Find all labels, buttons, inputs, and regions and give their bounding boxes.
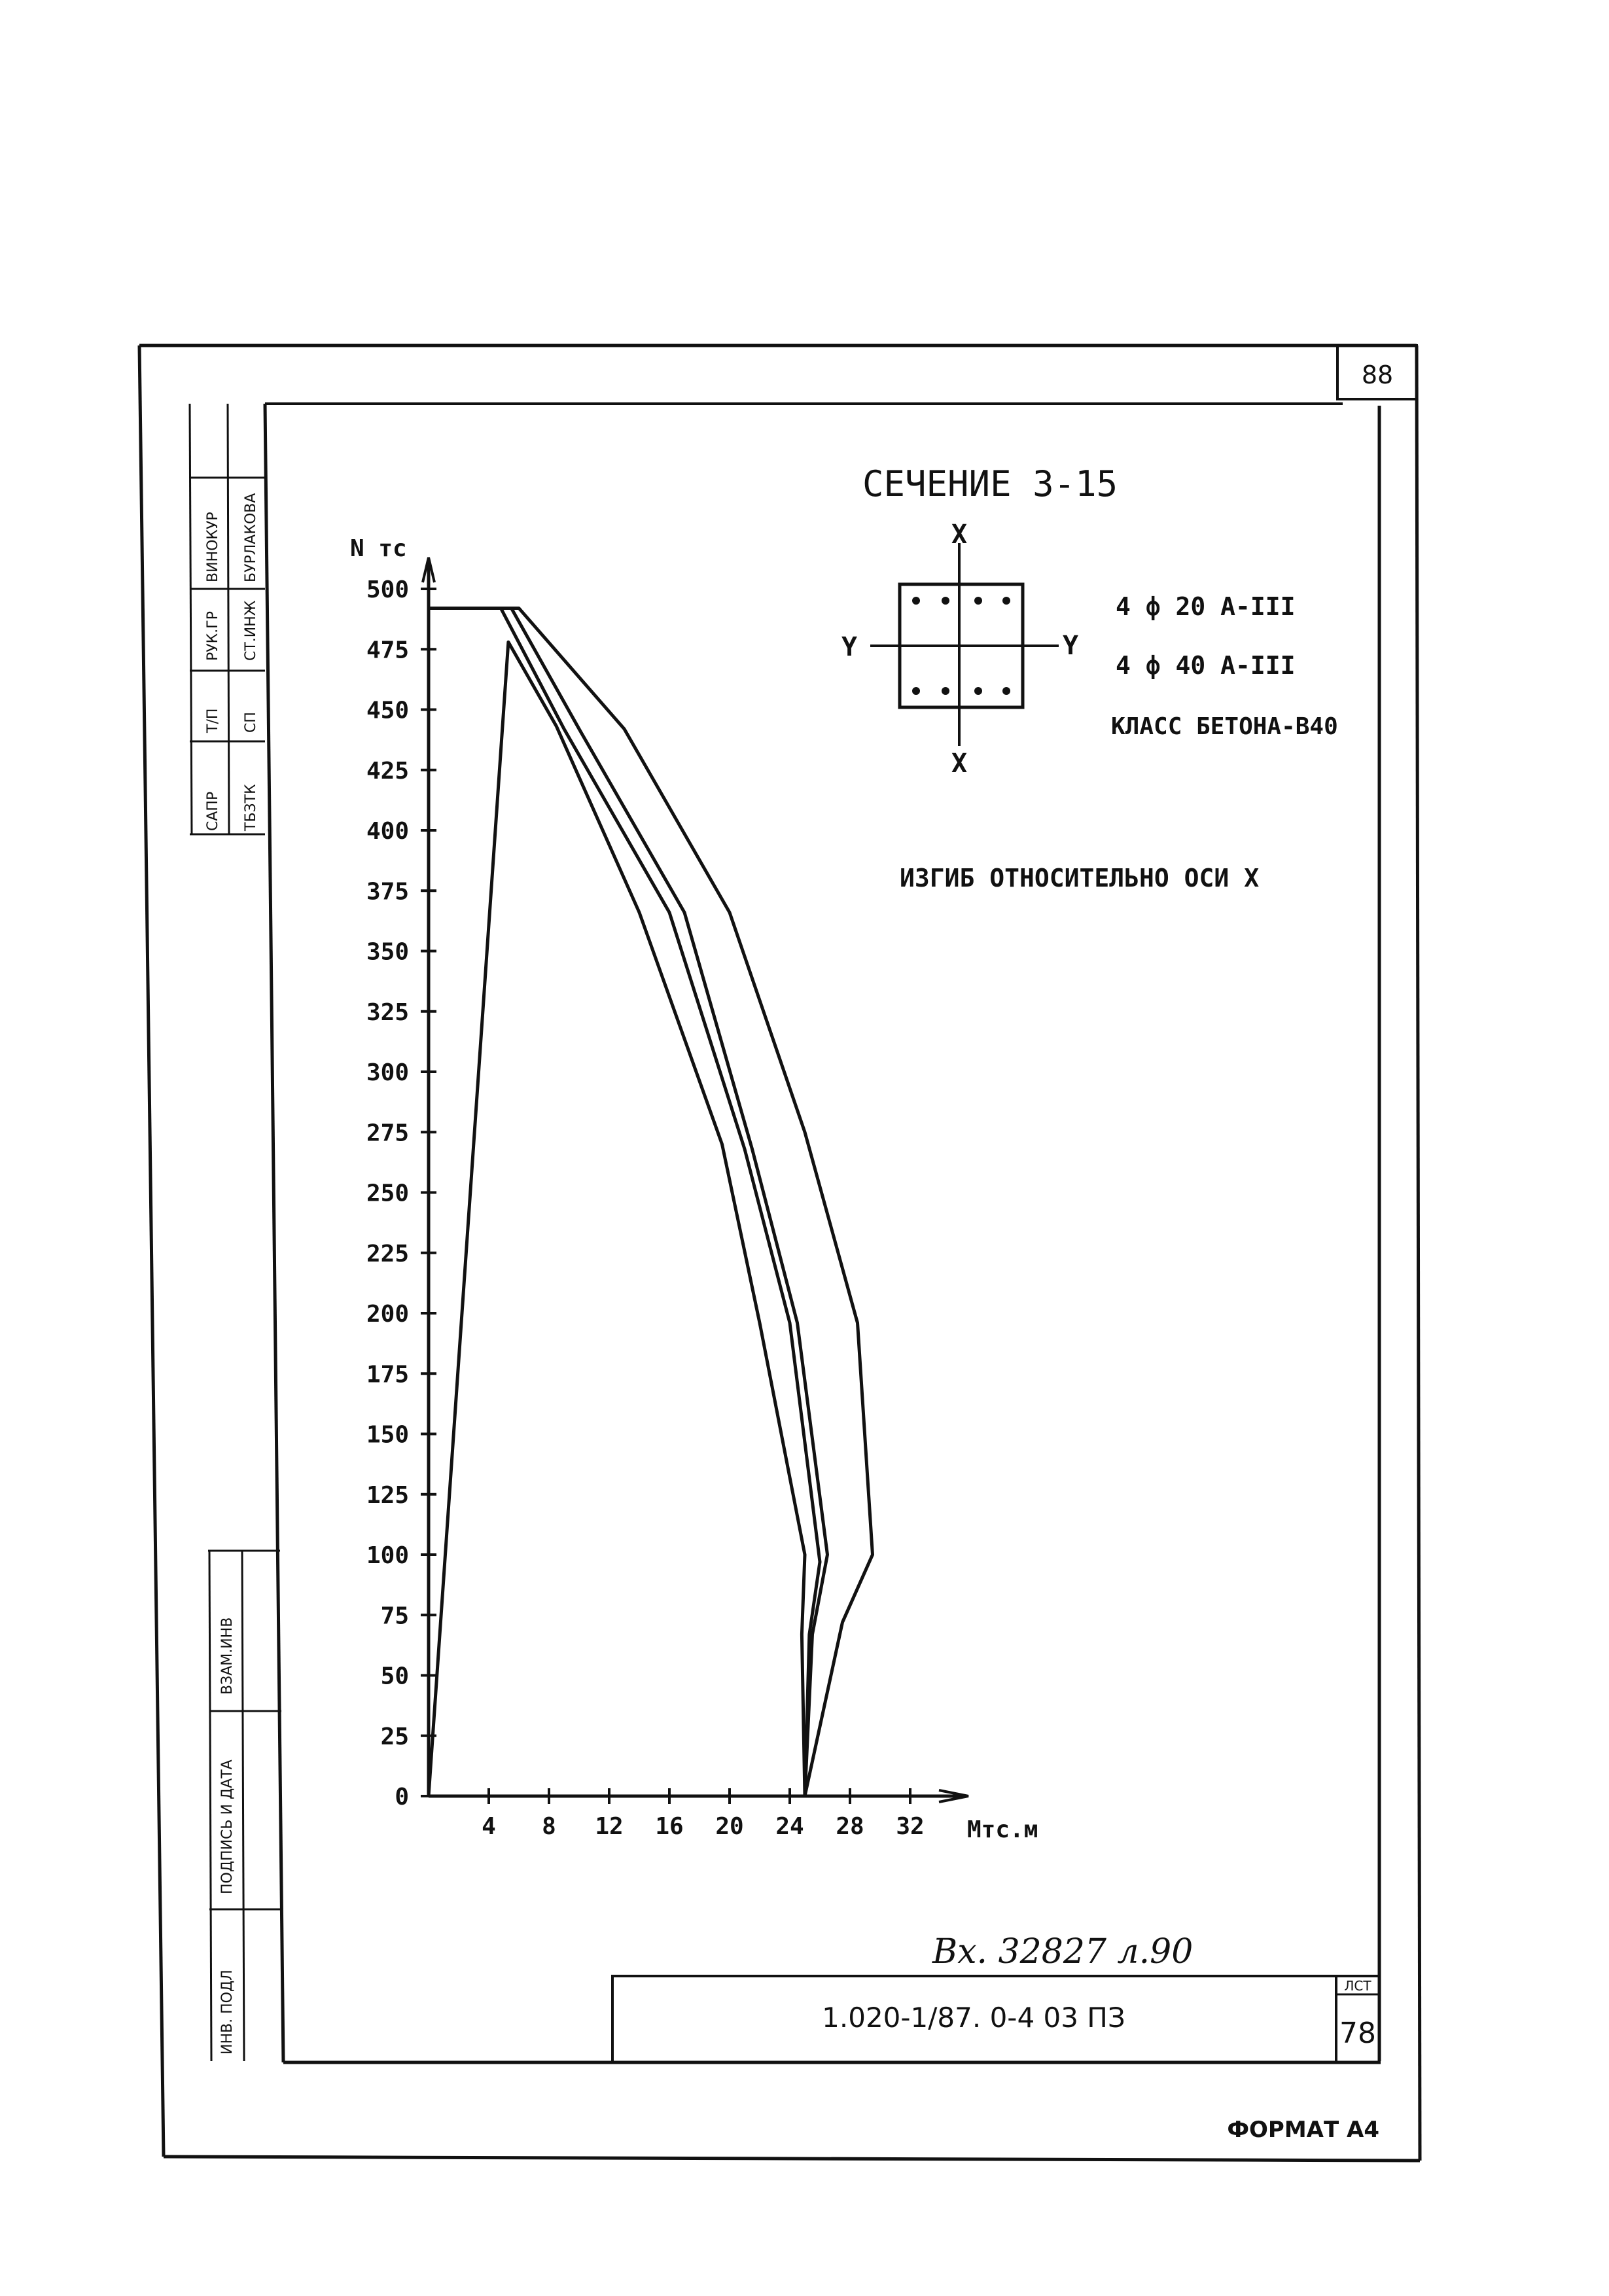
format-label: ФОРМАТ А4 [1227, 2117, 1379, 2143]
y-tick-label: 75 [380, 1602, 409, 1630]
y-tick-label: 350 [366, 938, 409, 966]
stamp-top-cell: ТБЗТК [243, 784, 259, 831]
stamp-top-cell: СП [243, 712, 259, 733]
y-tick-label: 25 [380, 1723, 409, 1750]
y-tick-label: 425 [366, 757, 409, 785]
stamp-bottom [219, 1617, 236, 2055]
sheet-label: ЛСТ [1344, 1978, 1371, 1994]
section-sketch [841, 463, 1338, 892]
y-tick-label: 150 [366, 1421, 409, 1449]
series-line-2 [429, 609, 828, 1797]
y-tick-label: 400 [366, 818, 409, 845]
series-layer [429, 609, 873, 1797]
stamp-top [205, 493, 259, 832]
y-axis-label: N тс [350, 535, 407, 562]
x-tick-label: 8 [542, 1813, 556, 1840]
rebar-dot [1002, 597, 1010, 605]
y-tick-label: 275 [366, 1120, 409, 1147]
section-axis-y-label: Y [1062, 631, 1079, 661]
y-tick-label: 175 [366, 1361, 409, 1388]
section-axis-x-label: X [951, 749, 968, 779]
section-title: СЕЧЕНИЕ 3-15 [862, 463, 1118, 504]
y-tick-label: 475 [366, 637, 409, 664]
y-tick-label: 300 [366, 1059, 409, 1086]
section-axis-x-label: X [951, 520, 968, 550]
stamp-top-cell: ВИНОКУР [205, 512, 221, 582]
y-tick-label: 225 [366, 1240, 409, 1267]
chart-axes [429, 559, 962, 1796]
x-axis-label: Мтс.м [967, 1816, 1038, 1843]
concrete-class-label: КЛАСС БЕТОНА-В40 [1111, 713, 1338, 740]
stamp-bottom-cell: ИНВ. ПОДЛ [219, 1969, 236, 2055]
rebar-dot [942, 687, 949, 695]
series-line-1 [429, 609, 873, 1797]
stamp-top-cell: СТ.ИНЖ [243, 600, 259, 661]
series-line-3 [429, 609, 820, 1797]
section-axis-y-label: Y [841, 632, 858, 662]
x-tick-label: 28 [836, 1813, 864, 1840]
stamp-top-cell: Т/П [205, 708, 221, 733]
y-tick-label: 200 [366, 1301, 409, 1328]
y-tick-label: 250 [366, 1180, 409, 1207]
handwritten-note: Вх. 32827 л.90 [932, 1932, 1193, 1971]
rebar-dot [912, 687, 920, 695]
x-tick-label: 4 [482, 1813, 496, 1840]
stamp-bottom-cell: ВЗАМ.ИНВ [219, 1617, 236, 1695]
rebar-bottom-label: 4 ф 40 А-III [1116, 651, 1296, 680]
y-tick-label: 125 [366, 1481, 409, 1509]
y-tick-label: 325 [366, 998, 409, 1026]
y-tick-label: 500 [366, 576, 409, 603]
rebar-top-label: 4 ф 20 А-III [1116, 592, 1296, 621]
y-tick-label: 100 [366, 1542, 409, 1569]
rebar-dot [974, 597, 982, 605]
bending-note: ИЗГИБ ОТНОСИТЕЛЬНО ОСИ X [900, 864, 1260, 892]
stamp-top-cell: БУРЛАКОВА [243, 493, 259, 582]
rebar-dot [912, 597, 920, 605]
stamp-bottom-cell: ПОДПИСЬ И ДАТА [219, 1759, 236, 1894]
doc-code: 1.020-1/87. 0-4 03 ПЗ [822, 2002, 1125, 2034]
y-tick-label: 375 [366, 878, 409, 906]
interaction-chart [350, 535, 1038, 1843]
stamp-top-cell: РУК.ГР [205, 611, 221, 661]
y-tick-label: 0 [395, 1784, 409, 1810]
y-tick-label: 450 [366, 697, 409, 724]
x-tick-label: 24 [775, 1813, 804, 1840]
sheet-number: 78 [1339, 2017, 1376, 2050]
x-tick-label: 12 [595, 1813, 624, 1840]
rebar-dot [942, 597, 949, 605]
corner-number: 88 [1361, 361, 1394, 389]
x-tick-label: 20 [715, 1813, 744, 1840]
series-line-4 [429, 642, 805, 1796]
x-tick-label: 16 [655, 1813, 684, 1840]
y-tick-label: 50 [380, 1663, 409, 1690]
x-tick-label: 32 [896, 1813, 925, 1840]
rebar-dot [1002, 687, 1010, 695]
rebar-dot [974, 687, 982, 695]
stamp-top-cell: САПР [205, 791, 221, 831]
y-ticks [366, 576, 436, 1810]
